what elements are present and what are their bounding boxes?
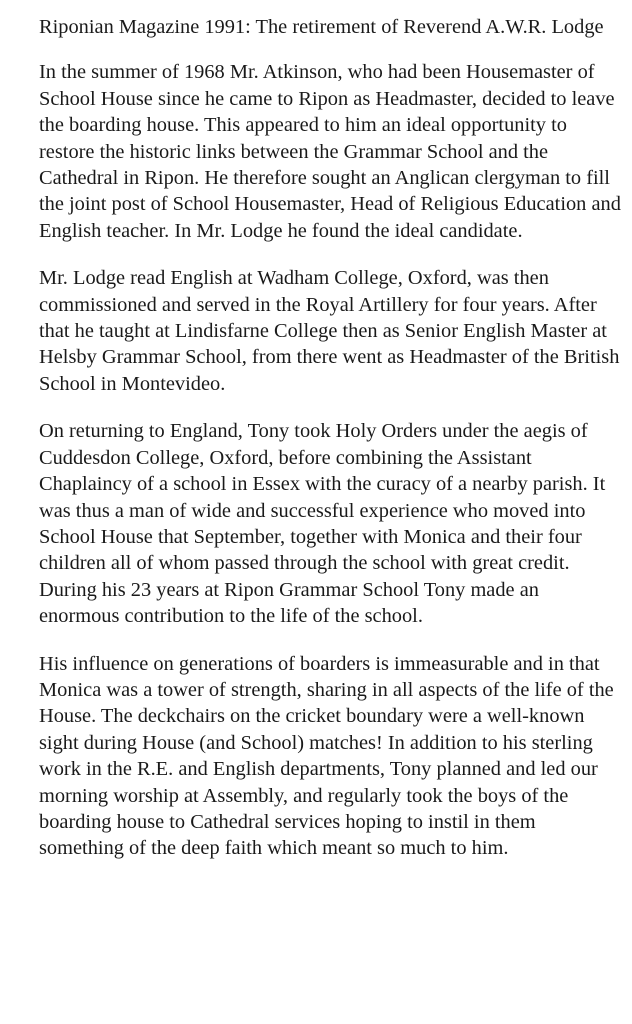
document-page [39,14,624,862]
paragraph-4: His influence on generations of boarders is immeasurable and in that Monica was a tower of strength, sharing in all aspects of the life of the House. The deckchairs on the cricket boundary were a well-known sight during House (and School) matches! In addition to his sterling work in the R.E. and English departments, Tony planned and led our morning worship at Assembly, and regularly took the boys of the boarding house to Cathedral services hoping to instil in them something of the deep faith which meant so much to him. [39,652,614,860]
paragraph-1: In the summer of 1968 Mr. Atkinson, who had been Housemaster of School House since he came to Ripon as Headmaster, decided to leave the boarding house. This appeared to him an ideal opportunity to restore the historic links between the Grammar School and the Cathedral in Ripon. He therefore sought an Anglican clergyman to fill the joint post of School Housemaster, Head of Religious Education and English teacher. In Mr. Lodge he found the ideal candidate. [39,61,621,242]
paragraph-3: On returning to England, Tony took Holy Orders under the aegis of Cuddesdon College, Oxford, before combining the Assistant Chaplaincy of a school in Essex with the curacy of a nearby parish. It was thus a man of wide and successful experience who moved into School House that September, together with Monica and their four children all of whom passed through the school with great credit. During his 23 years at Ripon Grammar School Tony made an enormous contribution to the life of the school. [39,420,606,628]
document-title: Riponian Magazine 1991: The retirement of Reverend A.W.R. Lodge [39,16,604,38]
paragraph-2: Mr. Lodge read English at Wadham College, Oxford, was then commissioned and served in the Royal Artillery for four years. After that he taught at Lindisfarne College then as Senior English Master at Helsby Grammar School, from there went as Headmaster of the British School in Montevideo. [39,267,620,395]
